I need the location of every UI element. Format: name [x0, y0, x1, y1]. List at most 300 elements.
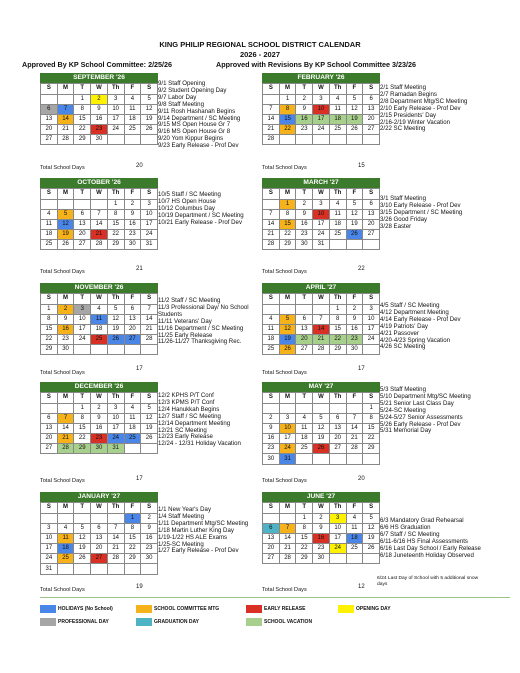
weekday-header: W [91, 294, 108, 305]
day-cell: 17 [107, 423, 124, 433]
total-days-count: 15 [358, 163, 365, 169]
legend-label: OPENING DAY [356, 606, 391, 612]
day-cell: 13 [263, 533, 280, 543]
day-cell: 22 [41, 335, 58, 345]
month-grid [262, 502, 380, 564]
day-cell: 28 [107, 554, 124, 564]
day-cell: 20 [41, 434, 58, 444]
day-cell [107, 345, 124, 355]
day-cell [346, 240, 363, 250]
weekday-header: M [57, 393, 74, 404]
day-cell: 30 [91, 444, 108, 454]
day-cell: 8 [329, 314, 346, 324]
day-cell: 26 [363, 544, 380, 554]
weekday-header: M [57, 294, 74, 305]
day-cell: 17 [329, 533, 346, 543]
day-cell: 22 [279, 230, 296, 240]
day-cell: 19 [279, 335, 296, 345]
day-cell: 31 [107, 444, 124, 454]
day-cell: 30 [296, 240, 313, 250]
day-cell: 6 [363, 199, 380, 209]
month-header: JANUARY '27 [40, 492, 158, 502]
day-cell: 25 [263, 345, 280, 355]
weekday-header: F [346, 393, 363, 404]
month-grid [262, 392, 380, 465]
day-cell: 6 [41, 413, 58, 423]
day-cell: 7 [57, 413, 74, 423]
day-cell: 6 [124, 304, 141, 314]
day-cell: 23 [296, 230, 313, 240]
weekday-header: M [279, 393, 296, 404]
day-cell [329, 554, 346, 564]
day-cell: 15 [329, 324, 346, 334]
day-cell: 2 [296, 94, 313, 104]
day-cell: 20 [329, 434, 346, 444]
day-cell: 19 [313, 434, 330, 444]
day-cell: 3 [329, 513, 346, 523]
day-cell [279, 403, 296, 413]
month-grid [262, 293, 380, 355]
day-cell: 14 [141, 314, 158, 324]
weekday-header: W [91, 189, 108, 200]
day-cell: 23 [141, 544, 158, 554]
day-cell: 19 [363, 533, 380, 543]
weekday-header: T [74, 189, 91, 200]
day-cell: 4 [296, 413, 313, 423]
day-cell: 9 [141, 523, 158, 533]
weekday-header: S [141, 294, 158, 305]
total-days-count: 17 [136, 366, 143, 372]
day-cell: 2 [91, 94, 108, 104]
day-cell: 13 [329, 423, 346, 433]
day-cell: 6 [296, 314, 313, 324]
day-cell: 19 [74, 544, 91, 554]
day-cell: 12 [141, 413, 158, 423]
day-cell: 9 [263, 423, 280, 433]
total-days-count: 17 [358, 366, 365, 372]
day-cell: 13 [41, 423, 58, 433]
day-cell [263, 513, 280, 523]
day-cell: 5 [279, 314, 296, 324]
day-cell: 30 [57, 345, 74, 355]
day-cell: 29 [296, 554, 313, 564]
day-cell: 1 [296, 513, 313, 523]
day-cell: 3 [313, 94, 330, 104]
day-cell: 15 [41, 324, 58, 334]
day-cell: 12 [346, 104, 363, 114]
day-cell [74, 199, 91, 209]
weekday-header: F [346, 189, 363, 200]
day-cell: 13 [41, 114, 58, 124]
day-cell: 13 [124, 314, 141, 324]
legend-swatch [136, 618, 152, 626]
day-cell: 20 [363, 219, 380, 229]
day-cell: 17 [363, 324, 380, 334]
day-cell: 4 [41, 209, 58, 219]
day-cell: 24 [363, 335, 380, 345]
month-header: DECEMBER '26 [40, 382, 158, 392]
month-header: MARCH '27 [262, 178, 380, 188]
weekday-header: F [346, 294, 363, 305]
day-cell: 6 [363, 94, 380, 104]
day-cell: 30 [91, 135, 108, 145]
day-cell [107, 513, 124, 523]
weekday-header: M [57, 84, 74, 95]
day-cell: 2 [263, 413, 280, 423]
day-cell [363, 454, 380, 464]
day-cell: 27 [41, 135, 58, 145]
day-cell: 21 [107, 544, 124, 554]
day-cell: 11 [124, 413, 141, 423]
legend-label: HOLIDAYS (No School) [58, 606, 113, 612]
day-cell: 17 [313, 114, 330, 124]
day-cell: 21 [263, 125, 280, 135]
day-cell: 24 [141, 230, 158, 240]
weekday-header: S [263, 393, 280, 404]
day-cell: 6 [91, 523, 108, 533]
day-cell: 2 [346, 304, 363, 314]
weekday-header: Th [107, 503, 124, 514]
day-cell: 15 [107, 219, 124, 229]
day-cell: 1 [74, 403, 91, 413]
weekday-header: S [141, 189, 158, 200]
day-cell: 11 [91, 314, 108, 324]
day-cell: 18 [41, 230, 58, 240]
day-cell: 5 [107, 304, 124, 314]
day-cell: 22 [74, 434, 91, 444]
day-cell: 23 [263, 444, 280, 454]
day-cell: 27 [91, 554, 108, 564]
day-cell: 20 [296, 335, 313, 345]
day-cell: 5 [313, 413, 330, 423]
day-cell: 7 [107, 523, 124, 533]
weekday-header: S [263, 503, 280, 514]
day-cell: 5 [346, 94, 363, 104]
day-cell: 26 [74, 554, 91, 564]
day-cell: 21 [263, 230, 280, 240]
day-cell: 1 [329, 304, 346, 314]
legend-swatch [40, 605, 56, 613]
day-cell: 7 [346, 413, 363, 423]
weekday-header: W [313, 189, 330, 200]
month-events: 5/3 Staff Meeting 5/10 Department Mtg/SC Meeting 5/21 Senior Last Class Day 5/24-SC Meeting 5/24-5/27 Senior Assessments 5/26 Early Release - Prof Dev 5/31 Memorial Day [380, 386, 471, 435]
day-cell: 11 [41, 219, 58, 229]
day-cell [329, 135, 346, 145]
day-cell: 21 [346, 434, 363, 444]
weekday-header: Th [329, 294, 346, 305]
month-events: 1/1 New Year's Day 1/4 Staff Meeting 1/11 Department Mtg/SC Meeting 1/18 Martin Luther King Day 1/19-1/22 HS ALE Exams 1/25-SC Meeting 1/27 Early Release - Prof Dev [158, 506, 249, 555]
total-days-label: Total School Days [262, 478, 307, 484]
day-cell: 16 [313, 533, 330, 543]
day-cell [141, 564, 158, 574]
month-events: 9/1 Staff Opening 9/2 Student Opening Day 9/7 Labor Day 9/8 Staff Meeting 9/11 Rosh Hashanah Begins 9/14 Department / SC Meeting 9/15 MS Open House Gr 7 9/16 MS Open House Gr 8 9/20 Yom Kippur Begins 9/23 Early Release - Prof Dev [158, 80, 241, 150]
day-cell: 26 [141, 125, 158, 135]
day-cell: 22 [107, 230, 124, 240]
weekday-header: T [296, 503, 313, 514]
day-cell: 18 [346, 533, 363, 543]
weekday-header: W [91, 393, 108, 404]
day-cell: 22 [329, 335, 346, 345]
day-cell: 19 [141, 423, 158, 433]
day-cell: 25 [91, 335, 108, 345]
day-cell: 25 [346, 544, 363, 554]
weekday-header: S [363, 189, 380, 200]
day-cell: 5 [363, 513, 380, 523]
weekday-header: S [41, 189, 58, 200]
month-calendar [40, 382, 158, 454]
month-header: NOVEMBER '26 [40, 283, 158, 293]
day-cell: 29 [363, 444, 380, 454]
day-cell: 4 [346, 513, 363, 523]
day-cell: 10 [74, 314, 91, 324]
day-cell [57, 94, 74, 104]
day-cell: 26 [141, 434, 158, 444]
day-cell: 4 [263, 314, 280, 324]
day-cell: 16 [346, 324, 363, 334]
day-cell: 24 [74, 335, 91, 345]
day-cell [107, 135, 124, 145]
legend-swatch [246, 618, 262, 626]
day-cell: 22 [124, 544, 141, 554]
total-days-label: Total School Days [262, 165, 307, 171]
weekday-header: M [279, 84, 296, 95]
day-cell: 20 [74, 230, 91, 240]
day-cell: 7 [57, 104, 74, 114]
day-cell: 25 [329, 230, 346, 240]
day-cell [57, 564, 74, 574]
day-cell [41, 513, 58, 523]
day-cell: 18 [296, 434, 313, 444]
day-cell: 15 [279, 114, 296, 124]
day-cell: 27 [263, 554, 280, 564]
day-cell: 27 [41, 444, 58, 454]
day-cell: 31 [41, 564, 58, 574]
day-cell: 9 [296, 104, 313, 114]
weekday-header: S [141, 393, 158, 404]
day-cell: 12 [313, 423, 330, 433]
day-cell: 10 [313, 104, 330, 114]
day-cell: 13 [91, 533, 108, 543]
day-cell: 7 [263, 209, 280, 219]
day-cell: 12 [74, 533, 91, 543]
day-cell: 16 [91, 114, 108, 124]
weekday-header: F [346, 84, 363, 95]
day-cell [107, 564, 124, 574]
day-cell: 4 [329, 199, 346, 209]
weekday-header: S [363, 294, 380, 305]
day-cell [41, 403, 58, 413]
day-cell: 27 [363, 125, 380, 135]
weekday-header: S [141, 84, 158, 95]
weekday-header: S [363, 84, 380, 95]
month-events: 6/3 Mandatory Grad Rehearsal 6/6 HS Graduation 6/7 Staff / SC Meeting 6/11-6/16 HS Final Assessments 6/16 Last Day School / Early Release 6/18 Juneteenth Holiday Observed [380, 517, 481, 559]
weekday-header: T [296, 84, 313, 95]
day-cell [91, 345, 108, 355]
day-cell: 14 [107, 533, 124, 543]
day-cell: 15 [279, 219, 296, 229]
day-cell: 28 [279, 554, 296, 564]
day-cell: 17 [279, 434, 296, 444]
weekday-header: Th [329, 393, 346, 404]
day-cell [329, 240, 346, 250]
day-cell: 10 [107, 104, 124, 114]
approval-note: Approved By KP School Committee: 2/25/26 [22, 60, 173, 69]
day-cell: 11 [346, 523, 363, 533]
day-cell: 29 [74, 135, 91, 145]
day-cell: 29 [279, 240, 296, 250]
day-cell: 24 [107, 125, 124, 135]
day-cell: 14 [346, 423, 363, 433]
day-cell: 7 [91, 209, 108, 219]
day-cell: 13 [74, 219, 91, 229]
total-days-count: 17 [136, 476, 143, 482]
day-cell: 12 [57, 219, 74, 229]
month-events: 11/2 Staff / SC Meeting 11/3 Professional Day/ No School Students 11/11 Veterans' Day 11/16 Department / SC Meeting 11/25 Early Release 11/26-11/27 Thanksgiving Rec. [158, 297, 249, 346]
day-cell: 19 [141, 114, 158, 124]
day-cell [329, 403, 346, 413]
day-cell: 31 [279, 454, 296, 464]
weekday-header: Th [107, 189, 124, 200]
month-grid [40, 392, 158, 454]
legend-label: GRADUATION DAY [154, 619, 200, 625]
day-cell: 12 [279, 324, 296, 334]
day-cell: 14 [263, 219, 280, 229]
day-cell: 6 [329, 413, 346, 423]
day-cell: 1 [124, 513, 141, 523]
day-cell: 23 [91, 125, 108, 135]
legend-swatch [40, 618, 56, 626]
day-cell: 6 [74, 209, 91, 219]
weekday-header: W [91, 503, 108, 514]
day-cell: 8 [296, 523, 313, 533]
day-cell: 1 [363, 403, 380, 413]
day-cell: 8 [74, 104, 91, 114]
weekday-header: S [41, 84, 58, 95]
day-cell: 1 [279, 94, 296, 104]
day-cell: 14 [57, 114, 74, 124]
day-cell: 15 [74, 114, 91, 124]
day-cell: 23 [57, 335, 74, 345]
day-cell: 17 [313, 219, 330, 229]
day-cell [346, 554, 363, 564]
day-cell: 8 [124, 523, 141, 533]
day-cell: 8 [279, 209, 296, 219]
month-events: 4/5 Staff / SC Meeting 4/12 Department Meeting 4/14 Early Release - Prof Dev 4/19 Patriots' Day 4/21 Passover 4/20-4/23 Spring Vacation 4/26 SC Meeting [380, 302, 461, 351]
total-days-label: Total School Days [40, 269, 85, 275]
day-cell: 9 [296, 209, 313, 219]
day-cell: 10 [107, 413, 124, 423]
day-cell [57, 403, 74, 413]
day-cell: 22 [363, 434, 380, 444]
day-cell: 28 [141, 335, 158, 345]
day-cell: 26 [279, 345, 296, 355]
day-cell: 14 [263, 114, 280, 124]
month-grid [40, 293, 158, 355]
day-cell: 8 [74, 413, 91, 423]
month-header: SEPTEMBER '26 [40, 73, 158, 83]
day-cell [346, 135, 363, 145]
day-cell: 26 [57, 240, 74, 250]
legend-label: SCHOOL COMMITTEE MTG [154, 606, 220, 612]
day-cell: 12 [363, 523, 380, 533]
day-cell: 13 [363, 209, 380, 219]
day-cell: 24 [313, 125, 330, 135]
day-cell [313, 403, 330, 413]
day-cell: 31 [313, 240, 330, 250]
day-cell: 28 [57, 444, 74, 454]
day-cell [41, 199, 58, 209]
weekday-header: Th [107, 84, 124, 95]
day-cell: 3 [41, 523, 58, 533]
day-cell: 20 [41, 125, 58, 135]
day-cell: 13 [296, 324, 313, 334]
day-cell: 4 [91, 304, 108, 314]
day-cell: 12 [107, 314, 124, 324]
day-cell: 7 [279, 523, 296, 533]
day-cell: 2 [124, 199, 141, 209]
day-cell: 16 [91, 423, 108, 433]
day-cell: 22 [279, 125, 296, 135]
day-cell: 28 [57, 135, 74, 145]
day-cell: 28 [263, 240, 280, 250]
total-days-count: 21 [136, 266, 143, 272]
day-cell: 21 [279, 544, 296, 554]
day-cell: 3 [141, 199, 158, 209]
month-calendar [262, 178, 380, 250]
weekday-header: T [74, 393, 91, 404]
day-cell: 14 [279, 533, 296, 543]
month-grid [262, 188, 380, 250]
month-events: 12/2 KPHS P/T Conf 12/3 KPMS P/T Conf 12/4 Hanukkah Begins 12/7 Staff / SC Meeting 12/14 Department Meeting 12/21 SC Meeting 12/23 Early Release 12/24 - 12/31 Holiday Vacation [158, 392, 241, 448]
day-cell: 29 [124, 554, 141, 564]
day-cell: 21 [141, 324, 158, 334]
day-cell: 16 [124, 219, 141, 229]
weekday-header: M [57, 503, 74, 514]
weekday-header: W [313, 393, 330, 404]
day-cell: 31 [141, 240, 158, 250]
weekday-header: S [363, 393, 380, 404]
day-cell: 3 [74, 304, 91, 314]
weekday-header: F [346, 503, 363, 514]
day-cell: 23 [296, 125, 313, 135]
day-cell [313, 454, 330, 464]
day-cell: 18 [124, 114, 141, 124]
day-cell: 27 [363, 230, 380, 240]
day-cell [74, 345, 91, 355]
day-cell: 1 [107, 199, 124, 209]
weekday-header: S [41, 503, 58, 514]
day-cell [91, 199, 108, 209]
day-cell: 28 [91, 240, 108, 250]
weekday-header: F [124, 393, 141, 404]
day-cell: 5 [141, 94, 158, 104]
month-grid [40, 83, 158, 145]
day-cell: 18 [329, 114, 346, 124]
day-cell: 11 [296, 423, 313, 433]
weekday-header: F [124, 189, 141, 200]
day-cell: 26 [313, 444, 330, 454]
month-header: FEBRUARY '26 [262, 73, 380, 83]
day-cell: 4 [124, 403, 141, 413]
day-cell: 8 [279, 104, 296, 114]
day-cell: 30 [263, 454, 280, 464]
day-cell: 19 [346, 114, 363, 124]
legend-label: EARLY RELEASE [264, 606, 306, 612]
day-cell: 25 [124, 125, 141, 135]
day-cell: 17 [74, 324, 91, 334]
day-cell [346, 403, 363, 413]
page-title: KING PHILIP REGIONAL SCHOOL DISTRICT CALENDAR [159, 40, 361, 49]
